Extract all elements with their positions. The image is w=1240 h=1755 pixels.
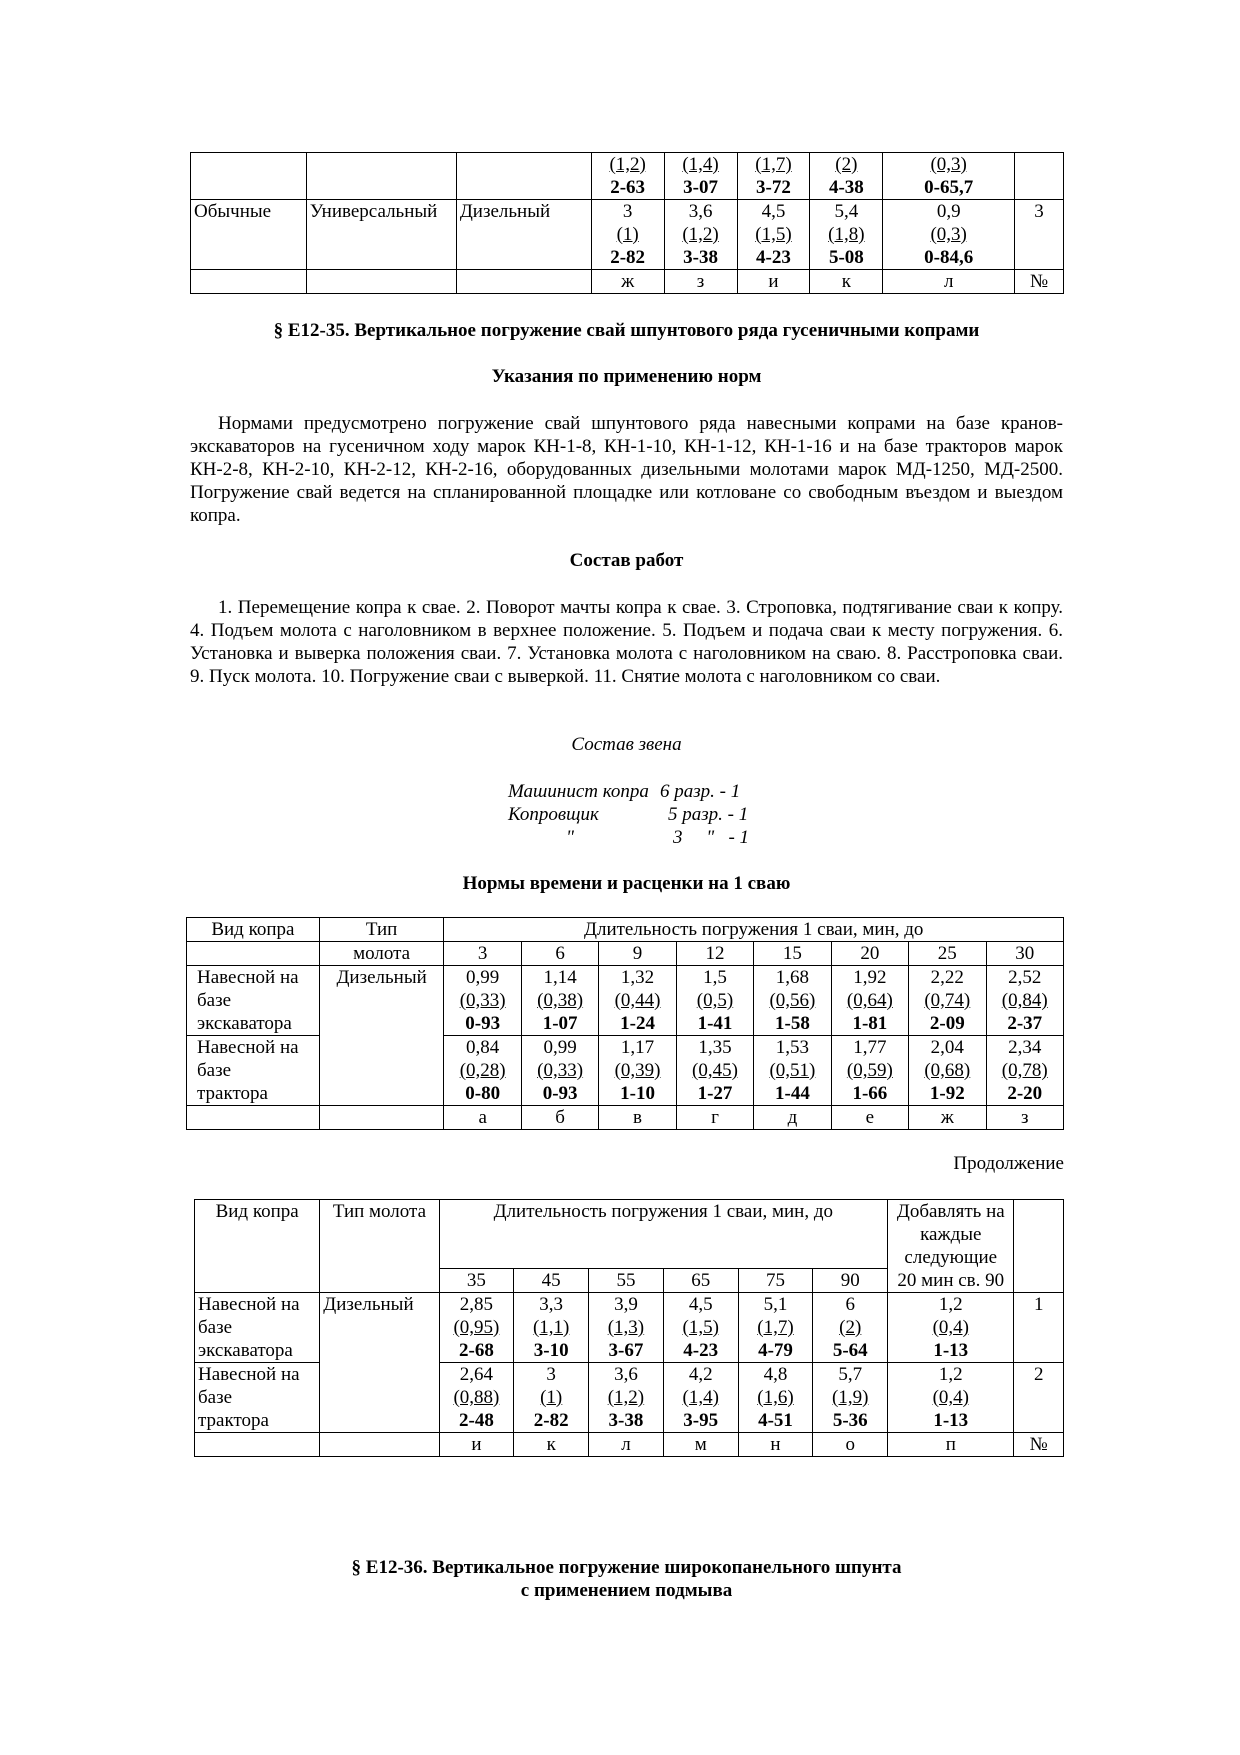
kind-cell: Навесной на базе экскаватора [187, 966, 320, 1036]
cell: 4,8 (1,6) 4-51 [738, 1363, 813, 1433]
cell [195, 1433, 320, 1457]
table-row [187, 1036, 1064, 1106]
column-letter: а [444, 1106, 521, 1130]
cell: 5,1 (1,7) 4-79 [738, 1293, 813, 1363]
norms-table-1 [186, 917, 1064, 1130]
column-letter: л [883, 270, 1015, 294]
cell: (1,2) 2-63 [591, 153, 664, 200]
cell: 2,34 (0,78) 2-20 [986, 1036, 1063, 1106]
cell [306, 270, 456, 294]
section-36-title: § Е12-36. Вертикальное погружение широкопанельного шпунта с применением подмыва [351, 1557, 902, 1601]
cell: 3,3 (1,1) 3-10 [514, 1293, 589, 1363]
col-header: 65 [663, 1269, 738, 1293]
header-type-cont: молота [319, 942, 444, 966]
works-text: 1. Перемещение копра к свае. 2. Поворот мачты копра к свае. 3. Строповка, подтягивание сваи к копру. 4. Подъем молота с наголовником в верхнее положение. 5. Подъем и подача сваи к месту погружения. 6. Установка и выверка положения сваи. 7. Установка молота с наголовником на сваю. 8. Расстроповка сваи. 9. Пуск молота. 10. Погружение сваи с выверкой. 11. Снятие молота с наголовником со сваи. [190, 597, 1063, 687]
hammer-cell: Дизельный [320, 1293, 439, 1433]
guide-text: Нормами предусмотрено погружение свай шпунтового ряда навесными копрами на базе кранов-экскаваторов на гусеничном ходу марок КН-1-8, КН-1-10, КН-1-12, КН-1-16 и на базе тракторов марок КН-2-8, КН-2-10, КН-2-12, КН-2-16, оборудованных дизельными молотами марок МД-1250, МД-2500. Погружение свай ведется на спланированной площадке или котловане со свободным въездом и выездом копра. [190, 413, 1063, 526]
header-type: Тип молота [320, 1200, 439, 1293]
col-header: 75 [738, 1269, 813, 1293]
hammer-cell: Дизельный [319, 966, 444, 1106]
header-duration: Длительность погружения 1 сваи, мин, до [439, 1200, 888, 1269]
crew-title: Состав звена [571, 734, 682, 755]
col-header: 45 [514, 1269, 589, 1293]
col-header: 35 [439, 1269, 514, 1293]
column-letter: ж [909, 1106, 986, 1130]
cell: 3,6 (1,2) 3-38 [589, 1363, 664, 1433]
crew-row: Копровщик 5 разр. - 1 [508, 804, 749, 825]
continuation-label: Продолжение [953, 1153, 1064, 1174]
row-number: 1 [1014, 1293, 1064, 1363]
cell [456, 270, 591, 294]
cell [320, 1433, 439, 1457]
col-header: 55 [589, 1269, 664, 1293]
cell: 0,9 (0,3) 0-84,6 [883, 200, 1015, 270]
crew-list [508, 780, 758, 849]
column-letter: н [738, 1433, 813, 1457]
cell: 6 (2) 5-64 [813, 1293, 888, 1363]
column-letter: б [521, 1106, 598, 1130]
crew-row: Машинист копра 6 разр. - 1 [508, 781, 741, 802]
col-header: 25 [909, 942, 986, 966]
header-kind: Вид копра [187, 918, 320, 942]
cell: 4,5 (1,5) 4-23 [737, 200, 810, 270]
col-header: 20 [831, 942, 908, 966]
table-row [191, 153, 1064, 200]
col-header: 15 [754, 942, 831, 966]
row-number: 3 [1015, 200, 1064, 270]
column-letter: д [754, 1106, 831, 1130]
works-title: Состав работ [569, 550, 684, 571]
cell: Универсальный [306, 200, 456, 270]
add-cell: 1,2 (0,4) 1-13 [888, 1363, 1014, 1433]
section-title: § Е12-35. Вертикальное погружение свай шпунтового ряда гусеничными копрами [273, 320, 980, 341]
header-type: Тип [319, 918, 444, 942]
kind-cell: Навесной на базе трактора [187, 1036, 320, 1106]
column-letter: к [810, 270, 883, 294]
cell: 1,17 (0,39) 1-10 [599, 1036, 676, 1106]
cell: 1,53 (0,51) 1-44 [754, 1036, 831, 1106]
col-header: 9 [599, 942, 676, 966]
cell: 1,32 (0,44) 1-24 [599, 966, 676, 1036]
cell: 3 (1) 2-82 [591, 200, 664, 270]
table-row [191, 200, 1064, 270]
column-letter: м [663, 1433, 738, 1457]
cell: 4,2 (1,4) 3-95 [663, 1363, 738, 1433]
cell: 2,64 (0,88) 2-48 [439, 1363, 514, 1433]
kind-cell: Навесной на базе трактора [195, 1363, 320, 1433]
cell: 2,52 (0,84) 2-37 [986, 966, 1063, 1036]
table-header-row [187, 918, 1064, 942]
cell [191, 153, 307, 200]
cell: 4,5 (1,5) 4-23 [663, 1293, 738, 1363]
col-header: 30 [986, 942, 1063, 966]
guide-title: Указания по применению норм [491, 366, 762, 387]
col-header: 6 [521, 942, 598, 966]
column-letter: в [599, 1106, 676, 1130]
add-cell: 1,2 (0,4) 1-13 [888, 1293, 1014, 1363]
col-header: 12 [676, 942, 753, 966]
cell: 1,35 (0,45) 1-27 [676, 1036, 753, 1106]
cell [187, 942, 320, 966]
column-letter: е [831, 1106, 908, 1130]
table-row [187, 966, 1064, 1036]
column-letter: з [986, 1106, 1063, 1130]
cell: 1,68 (0,56) 1-58 [754, 966, 831, 1036]
col-header: 3 [444, 942, 521, 966]
cell [191, 270, 307, 294]
column-letter: г [676, 1106, 753, 1130]
column-letter: № [1014, 1433, 1064, 1457]
column-letter: и [737, 270, 810, 294]
cell: (1,4) 3-07 [664, 153, 737, 200]
header-duration: Длительность погружения 1 сваи, мин, до [444, 918, 1064, 942]
column-letter: з [664, 270, 737, 294]
cell: 2,85 (0,95) 2-68 [439, 1293, 514, 1363]
table-row [195, 1293, 1064, 1363]
column-letter: о [813, 1433, 888, 1457]
row-number: 2 [1014, 1363, 1064, 1433]
cell: 5,7 (1,9) 5-36 [813, 1363, 888, 1433]
cell: Обычные [191, 200, 307, 270]
kind-cell: Навесной на базе экскаватора [195, 1293, 320, 1363]
cell: 0,84 (0,28) 0-80 [444, 1036, 521, 1106]
column-letter: № [1015, 270, 1064, 294]
table-header-row [195, 1200, 1064, 1269]
cell: 3,6 (1,2) 3-38 [664, 200, 737, 270]
table-row [195, 1433, 1064, 1457]
header-kind: Вид копра [195, 1200, 320, 1293]
header-add: Добавлять на каждые следующие 20 мин св. 90 [888, 1200, 1014, 1293]
column-letter: и [439, 1433, 514, 1457]
table-header-row [187, 942, 1064, 966]
cell: 3 (1) 2-82 [514, 1363, 589, 1433]
column-letter: ж [591, 270, 664, 294]
cell [319, 1106, 444, 1130]
cell [456, 153, 591, 200]
cell [187, 1106, 320, 1130]
cell: 1,77 (0,59) 1-66 [831, 1036, 908, 1106]
cell: 2,04 (0,68) 1-92 [909, 1036, 986, 1106]
cell: (1,7) 3-72 [737, 153, 810, 200]
cell: 0,99 (0,33) 0-93 [444, 966, 521, 1036]
cell: (0,3) 0-65,7 [883, 153, 1015, 200]
cell [306, 153, 456, 200]
cell [1015, 153, 1064, 200]
cell: 5,4 (1,8) 5-08 [810, 200, 883, 270]
cell [1014, 1200, 1064, 1293]
norms-table-2 [194, 1199, 1064, 1457]
column-letter: п [888, 1433, 1014, 1457]
column-letter: л [589, 1433, 664, 1457]
table-row [191, 270, 1064, 294]
crew-row: " 3 " - 1 [566, 827, 750, 848]
cell: 3,9 (1,3) 3-67 [589, 1293, 664, 1363]
cell: 2,22 (0,74) 2-09 [909, 966, 986, 1036]
cell: 1,14 (0,38) 1-07 [521, 966, 598, 1036]
cell: (2) 4-38 [810, 153, 883, 200]
cell: 1,92 (0,64) 1-81 [831, 966, 908, 1036]
table-row [187, 1106, 1064, 1130]
top-table [190, 152, 1064, 294]
cell: 1,5 (0,5) 1-41 [676, 966, 753, 1036]
cell: 0,99 (0,33) 0-93 [521, 1036, 598, 1106]
norms-title: Нормы времени и расценки на 1 сваю [462, 873, 791, 894]
column-letter: к [514, 1433, 589, 1457]
col-header: 90 [813, 1269, 888, 1293]
cell: Дизельный [456, 200, 591, 270]
